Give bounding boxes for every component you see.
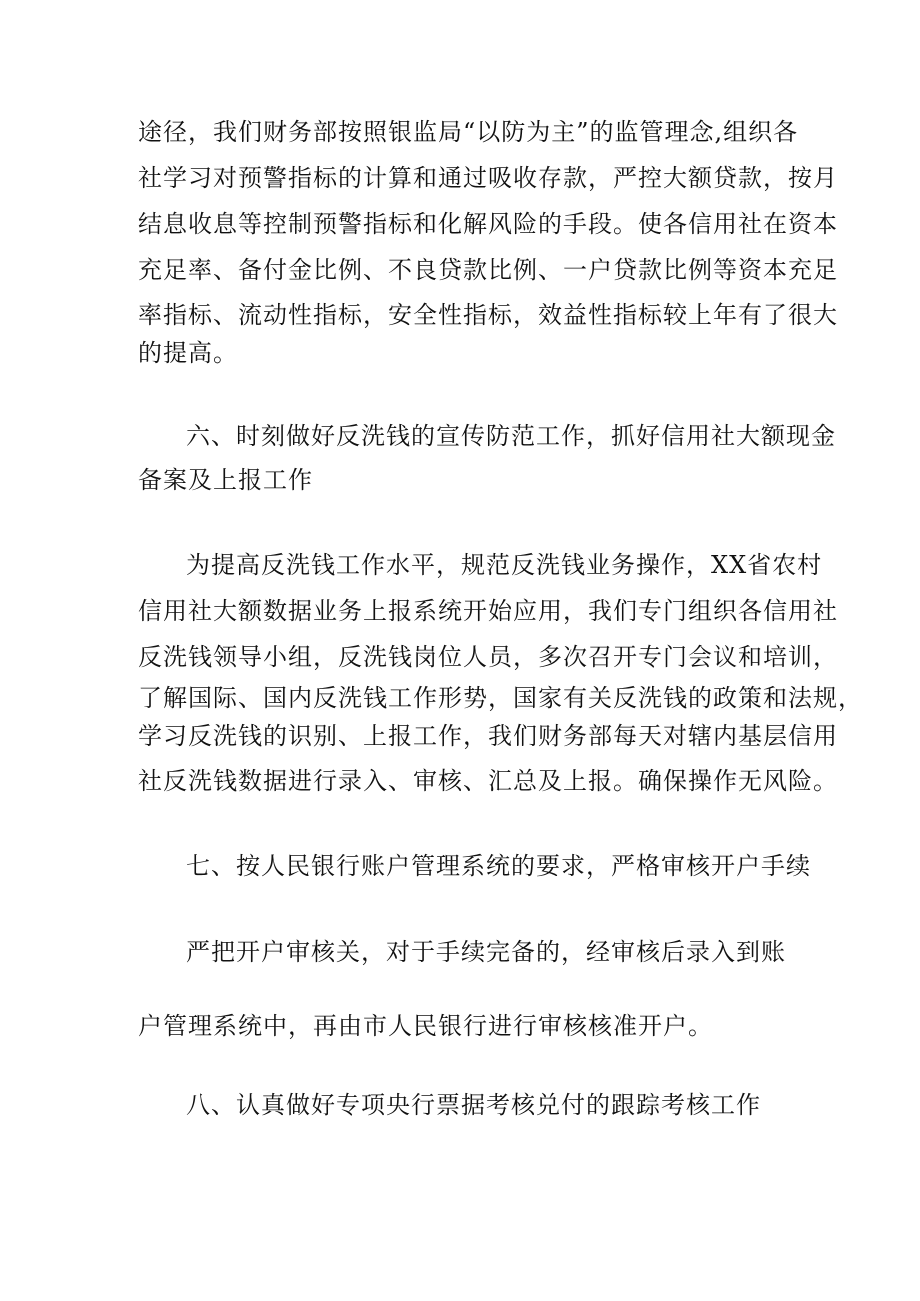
text-line: 社反洗钱数据进行录入、审核、汇总及上报。确保操作无风险。 [138, 767, 838, 795]
text-line: 学习反洗钱的识别、上报工作，我们财务部每天对辖内基层信用 [138, 722, 838, 750]
text-line: 率指标、流动性指标，安全性指标，效益性指标较上年有了很大 [138, 301, 838, 329]
text-line: 严把开户审核关，对于手续完备的，经审核后录入到账 [186, 938, 786, 966]
text-line: 结息收息等控制预警指标和化解风险的手段。使各信用社在资本 [138, 210, 838, 238]
text-line: 为提高反洗钱工作水平，规范反洗钱业务操作，XX省农村 [186, 551, 823, 579]
text-line: 户管理系统中，再由市人民银行进行审核核准开户。 [138, 1012, 713, 1040]
text-line: 反洗钱领导小组，反洗钱岗位人员，多次召开专门会议和培训， [138, 643, 838, 671]
section-heading: 七、按人民银行账户管理系统的要求，严格审核开户手续 [186, 852, 811, 880]
section-heading: 六、时刻做好反洗钱的宣传防范工作，抓好信用社大额现金 [186, 422, 836, 450]
section-heading: 八、认真做好专项央行票据考核兑付的跟踪考核工作 [186, 1091, 761, 1119]
text-line: 途径，我们财务部按照银监局“以防为主”的监管理念,组织各 [138, 118, 799, 146]
section-heading: 备案及上报工作 [138, 466, 313, 494]
text-line: 充足率、备付金比例、不良贷款比例、一户贷款比例等资本充足 [138, 256, 838, 284]
text-line: 信用社大额数据业务上报系统开始应用，我们专门组织各信用社 [138, 597, 838, 625]
text-line: 社学习对预警指标的计算和通过吸收存款，严控大额贷款，按月 [138, 164, 838, 192]
text-line: 了解国际、国内反洗钱工作形势，国家有关反洗钱的政策和法规， [138, 684, 863, 712]
text-line: 的提高。 [138, 339, 238, 367]
